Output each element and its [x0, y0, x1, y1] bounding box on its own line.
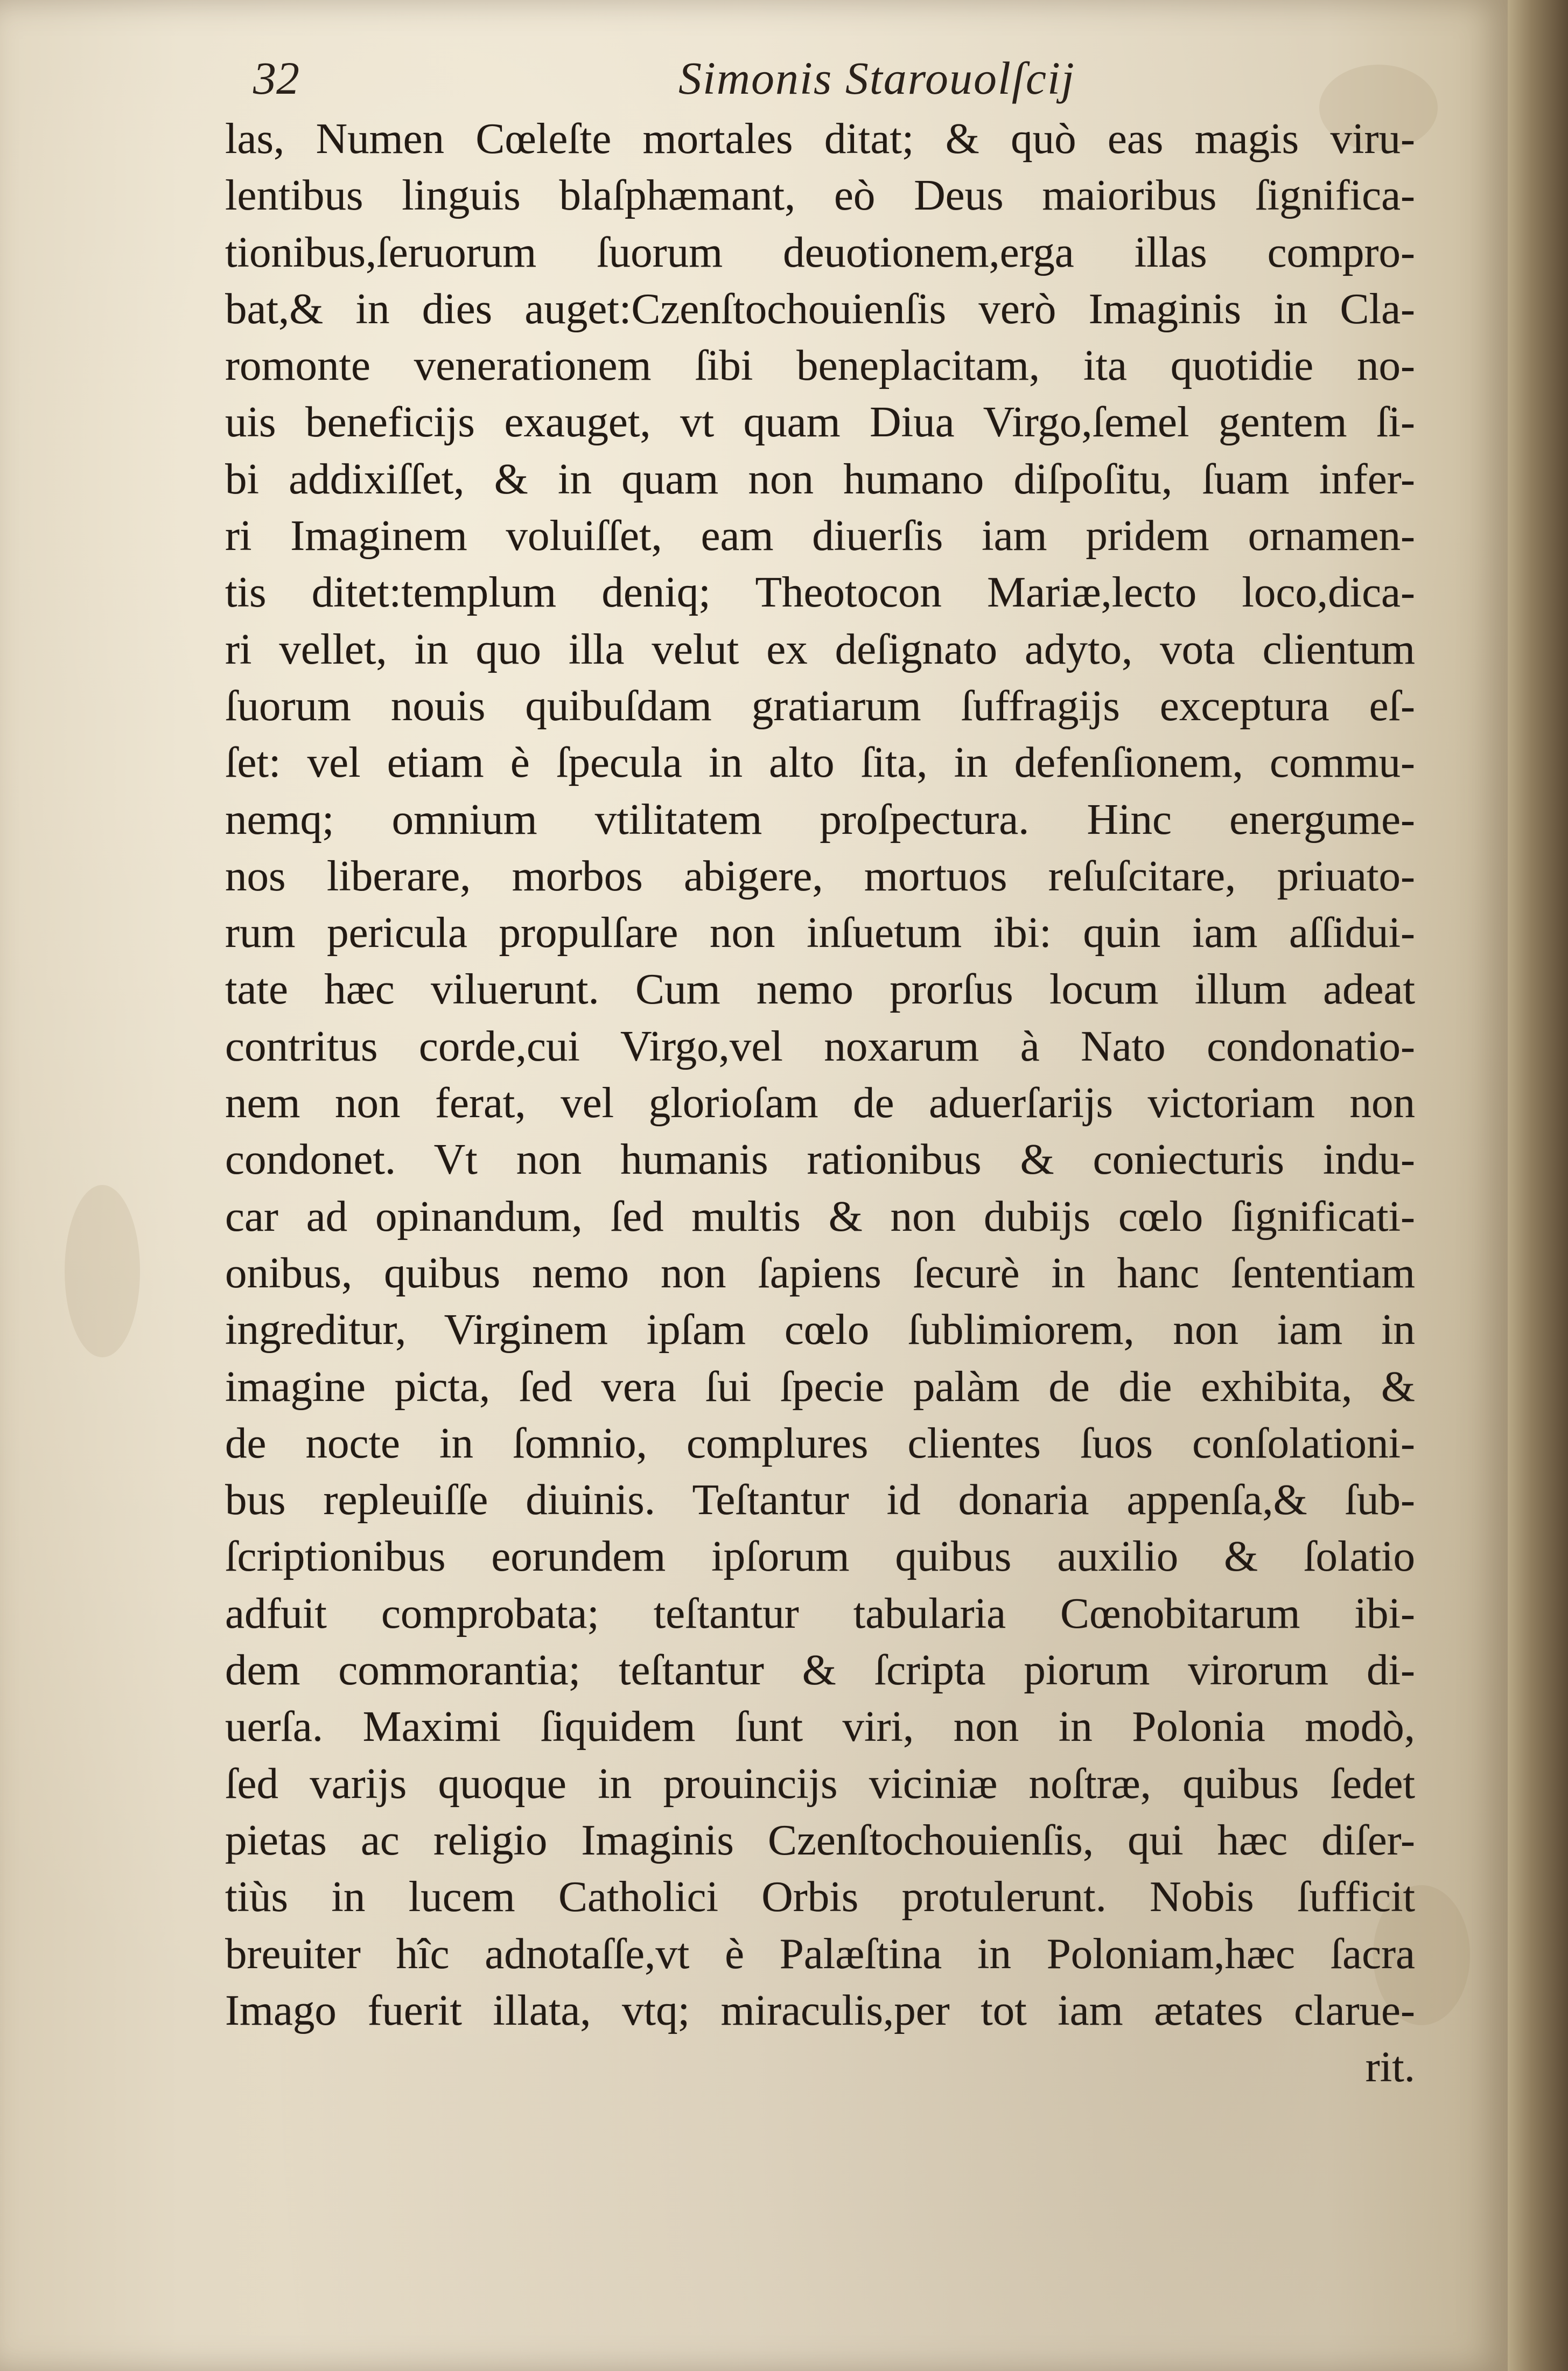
- text-line: rum pericula propulſare non inſuetum ibi: quin iam aſſidui-: [225, 908, 1415, 957]
- text-line: tate hæc viluerunt. Cum nemo prorſus locum illum adeat: [225, 965, 1415, 1014]
- text-line: bi addixiſſet, & in quam non humano diſpoſitu, ſuam infer-: [225, 454, 1415, 503]
- text-line: uerſa. Maximi ſiquidem ſunt viri, non in Polonia modò,: [225, 1702, 1415, 1751]
- text-line: uis beneficijs exauget, vt quam Diua Virgo,ſemel gentem ſi-: [225, 398, 1415, 447]
- text-line: contritus corde,cui Virgo,vel noxarum à Nato condonatio-: [225, 1021, 1415, 1070]
- text-line: las, Numen Cœleſte mortales ditat; & quò eas magis viru-: [225, 114, 1415, 163]
- text-line: dem commorantia; teſtantur & ſcripta piorum virorum di-: [225, 1645, 1415, 1694]
- text-line: tionibus,ſeruorum ſuorum deuotionem,erga illas compro-: [225, 227, 1415, 276]
- text-line: condonet. Vt non humanis rationibus & coniecturis indu-: [225, 1135, 1415, 1184]
- text-line: nem non ferat, vel glorioſam de aduerſarijs victoriam non: [225, 1078, 1415, 1127]
- text-line: ri Imaginem voluiſſet, eam diuerſis iam pridem ornamen-: [225, 511, 1415, 560]
- text-line: rit.: [1365, 2042, 1415, 2091]
- text-line: pietas ac religio Imaginis Czenſtochouienſis, qui hæc diſer-: [225, 1815, 1415, 1864]
- text-line: car ad opinandum, ſed multis & non dubijs cœlo ſignificati-: [225, 1191, 1415, 1240]
- text-line: ri vellet, in quo illa velut ex deſignato adyto, vota clientum: [225, 624, 1415, 673]
- text-line: bat,& in dies auget:Czenſtochouienſis verò Imaginis in Cla-: [225, 284, 1415, 333]
- text-line: bus repleuiſſe diuinis. Teſtantur id donaria appenſa,& ſub-: [225, 1475, 1415, 1524]
- text-line: nos liberare, morbos abigere, mortuos reſuſcitare, priuato-: [225, 851, 1415, 900]
- text-line: onibus, quibus nemo non ſapiens ſecurè in hanc ſententiam: [225, 1248, 1415, 1297]
- text-line: breuiter hîc adnotaſſe,vt è Palæſtina in Poloniam,hæc ſacra: [225, 1929, 1415, 1978]
- text-line: ſuorum nouis quibuſdam gratiarum ſuffragijs exceptura eſ-: [225, 681, 1415, 730]
- text-line: romonte venerationem ſibi beneplacitam, ita quotidie no-: [225, 341, 1415, 390]
- text-line: de nocte in ſomnio, complures clientes ſuos conſolationi-: [225, 1418, 1415, 1467]
- text-line: ſet: vel etiam è ſpecula in alto ſita, in defenſionem, commu-: [225, 738, 1415, 787]
- paper-stain: [65, 1185, 140, 1357]
- page-number: 32: [253, 52, 299, 104]
- running-head: Simonis Starouolſcij: [678, 52, 1075, 104]
- text-line: imagine picta, ſed vera ſui ſpecie palàm de die exhibita, &: [225, 1362, 1415, 1411]
- text-line: nemq; omnium vtilitatem proſpectura. Hinc energume-: [225, 794, 1415, 843]
- adjacent-page-edge: [1508, 0, 1568, 2371]
- text-line: lentibus linguis blaſphæmant, eò Deus maioribus ſignifica-: [225, 171, 1415, 220]
- body-text: [225, 110, 1415, 2095]
- text-line: ſcriptionibus eorundem ipſorum quibus auxilio & ſolatio: [225, 1532, 1415, 1581]
- text-line: Imago fuerit illata, vtq; miraculis,per tot iam ætates clarue-: [225, 1985, 1415, 2034]
- text-line: tiùs in lucem Catholici Orbis protulerunt. Nobis ſufficit: [225, 1872, 1415, 1921]
- text-line: ſed varijs quoque in prouincijs viciniæ noſtræ, quibus ſedet: [225, 1759, 1415, 1808]
- text-line: tis ditet:templum deniq; Theotocon Mariæ,lecto loco,dica-: [225, 568, 1415, 617]
- text-line: adfuit comprobata; teſtantur tabularia Cœnobitarum ibi-: [225, 1588, 1415, 1637]
- text-line: ingreditur, Virginem ipſam cœlo ſublimiorem, non iam in: [225, 1305, 1415, 1354]
